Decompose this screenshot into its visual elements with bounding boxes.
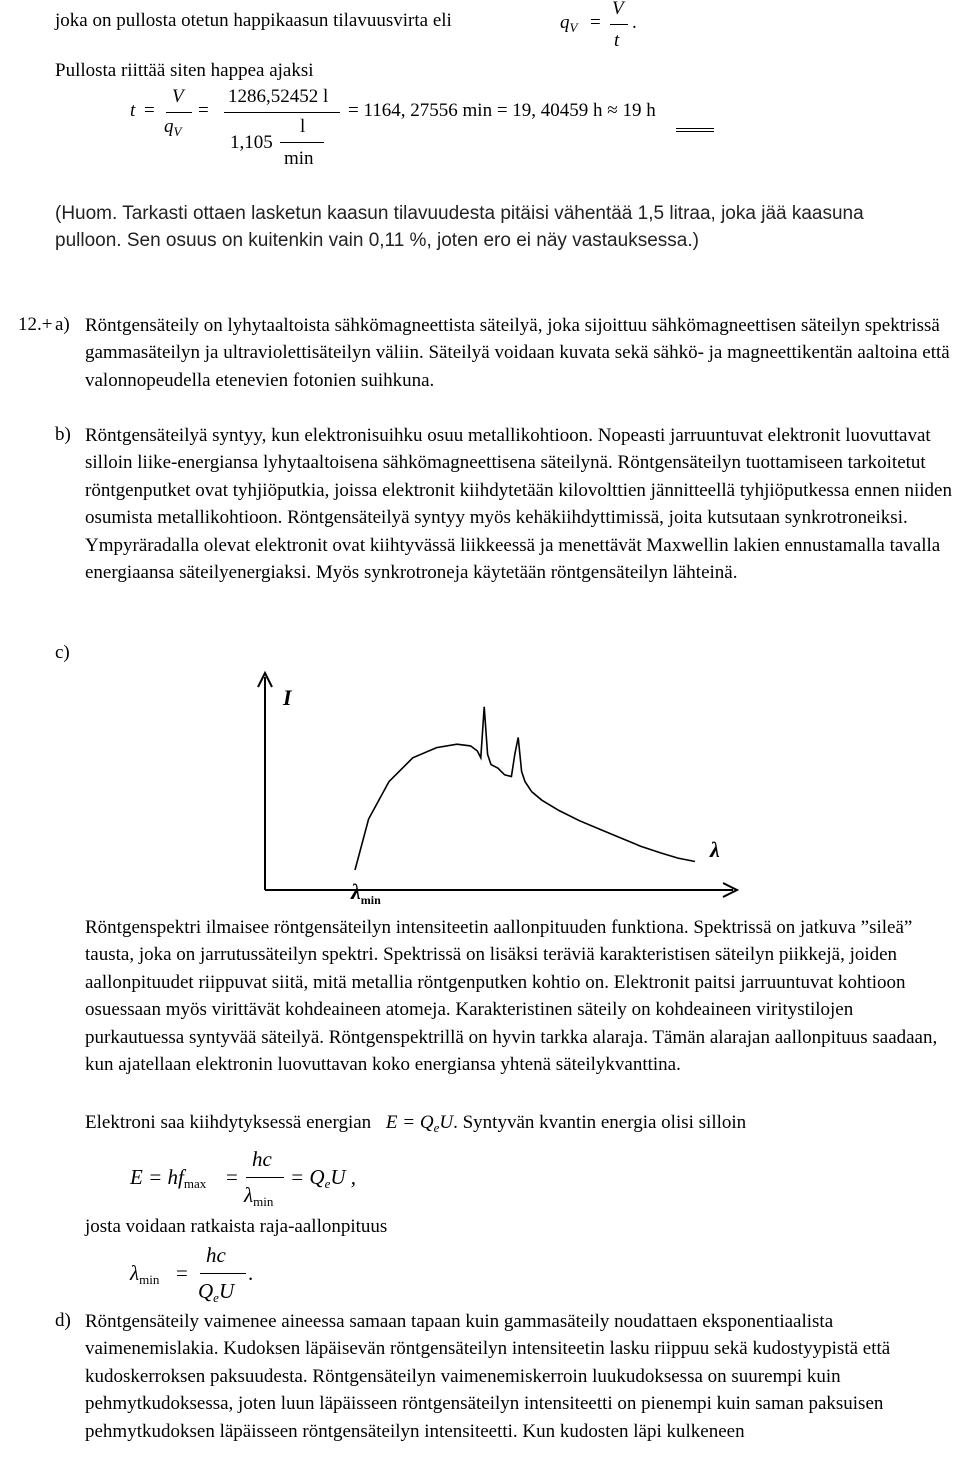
intro-line-2: Pullosta riittää siten happea ajaksi [55, 60, 314, 81]
spectrum-series-line [355, 707, 695, 870]
frac1-num: V [172, 86, 184, 107]
t-symbol: t [130, 100, 136, 121]
eq1-rhs: = $Q_eU$ , [290, 1165, 357, 1191]
frac1-bar [166, 112, 192, 113]
eq1-den: $\lambda_{min}$ [244, 1183, 274, 1209]
energy-line: Elektroni saa kiihdytyksessä energian $E = Q_eU$. Syntyvän kvantin energia olisi silloin [85, 1112, 747, 1135]
equals-sign: = [590, 12, 601, 33]
calc-result: = 1164, 27556 min = 19, 40459 h ≈ 19 h [348, 100, 656, 121]
lambda-min-label: $\lambda_{min}$ [351, 879, 381, 905]
y-axis-label: I [283, 685, 292, 710]
eq2-dot: . [248, 1261, 254, 1285]
eq2-lhs: $\lambda_{min}$ [130, 1261, 160, 1287]
frac2-num: 1286,52452 l [228, 86, 329, 107]
xray-spectrum-chart [255, 665, 755, 905]
x-axis-label: λ [710, 837, 720, 862]
frac2-inner-bar [280, 142, 324, 143]
fraction-numerator: V [612, 0, 624, 19]
frac2-den-inner-den: min [284, 148, 314, 169]
frac1-den: $q_V$ [164, 116, 182, 139]
part-a-label: a) [55, 314, 70, 335]
frac2-den-inner-num: l [300, 116, 306, 137]
part-c-label: c) [55, 642, 70, 663]
eq1-num: hc [252, 1147, 272, 1171]
time-calculation [130, 84, 830, 174]
eq1-bar [246, 1177, 284, 1178]
energy-equation [130, 1146, 530, 1210]
equals-1: = [144, 100, 155, 121]
part-d-text: Röntgensäteily vaimenee aineessa samaan tapaan kuin gammasäteily noudattaen eksponentiaalista vaimenemislakia. Kudoksen läpäisevän röntgensäteilyn intensiteetin lasku riippuu sekä kudostyypistä että kudoskerroksen paksuudesta. Röntgensäteilyn vaimenemiskerroin luukudoksessa on suurempi kuin pehmytkudoksessa, joten luun läpäisseen röntgensäteilyn intensiteetti on pienempi kuin saman paksuisen pehmytkudoksen läpäisseen röntgensäteilyn intensiteetti. Kun kudosten läpi kulkeneen [85, 1311, 891, 1442]
eq1-equals: = [226, 1165, 238, 1189]
frac2-den-value: 1,105 [230, 132, 273, 153]
note-paragraph: (Huom. Tarkasti ottaen lasketun kaasun tilavuudesta pitäisi vähentää 1,5 litraa, joka jää kaasuna pulloon. Sen osuus on kuitenkin vain 0,11 %, joten ero ei näy vastauksessa.) [55, 203, 864, 252]
part-a-text: Röntgensäteily on lyhytaaltoista sähkömagneettista säteilyä, joka sijoittuu sähkömagneettisen säteilyn spektrissä gammasäteilyn ja ultraviolettisäteilyn väliin. Säteilyä voidaan kuvata sekä sähkö- ja magneettikentän aaltoina että valonnopeudella etenevien fotonien suihkuna. [85, 315, 950, 391]
period: . [632, 12, 637, 33]
eq2-equals: = [176, 1261, 188, 1285]
problem-number: 12.+ [18, 314, 53, 335]
frac2-bar [224, 112, 340, 113]
intro-line: joka on pullosta otetun happikaasun tilavuusvirta eli [55, 10, 452, 31]
qv-symbol: $q_V$ [560, 12, 578, 35]
part-b-label: b) [55, 424, 71, 445]
energy-formula: $E = Q_eU$ [385, 1112, 454, 1135]
from-line: josta voidaan ratkaista raja-aallonpituus [85, 1216, 388, 1237]
fraction-bar [610, 24, 628, 25]
eq2-bar [200, 1273, 246, 1274]
eq2-den: $Q_eU$ [198, 1279, 235, 1305]
answer-underline-1 [676, 128, 714, 129]
eq2-num: hc [206, 1243, 226, 1267]
lambda-equation [130, 1240, 430, 1304]
answer-underline-2 [676, 131, 714, 132]
part-c-text: Röntgenspektri ilmaisee röntgensäteilyn intensiteetin aallonpituuden funktiona. Spektrissä on jatkuva ”sileä” tausta, joka on jarrutussäteilyn spektri. Spektrissä on lisäksi teräviä karakteristisen säteilyn piikkejä, joiden aallonpituudet riippuvat siitä, mitä metallia röntgenputken kohtio on. Elektronit paitsi jarruuntuvat kohtioon osuessaan myös virittävät kohdeaineen atomeja. Karakteristinen säteily on kohdeaineen viritystilojen purkautuessa syntyvää säteilyä. Röntgenspektrillä on hyvin tarkka alaraja. Tämän alarajan aallonpituus saadaan, kun ajatellaan elektronin luovuttavan koko energiansa yhtenä säteilykvanttina. [85, 917, 938, 1076]
fraction-denominator: t [614, 30, 620, 51]
eq1-lhs: $E = hf_{max}$ [130, 1165, 207, 1191]
equals-2: = [198, 100, 209, 121]
part-b-text: Röntgensäteilyä syntyy, kun elektronisuihku osuu metallikohtioon. Nopeasti jarruuntuvat elektronit luovuttavat silloin liike-energiansa lyhytaaltoisena sähkömagneettisena säteilynä. Röntgensäteilyn tuottamiseen tarkoitetut röntgenputket ovat tyhjiöputkia, joissa elektronit kiihdytetään kilovolttien jännitteellä tyhjiöputkessa ennen niiden osumista metallikohtioon. Röntgensäteilyä syntyy myös kehäkiihdyttimissä, joita kutsutaan synkrotroneiksi. Ympyräradalla olevat elektronit ovat kiihtyvässä liikkeessä ja menettävät Maxwellin lakien ennustamalla tavalla energiaansa säteilyenergiaksi. Myös synkrotroneja käytetään röntgensäteilyn lähteinä. [85, 425, 952, 584]
part-d-label: d) [55, 1310, 71, 1331]
